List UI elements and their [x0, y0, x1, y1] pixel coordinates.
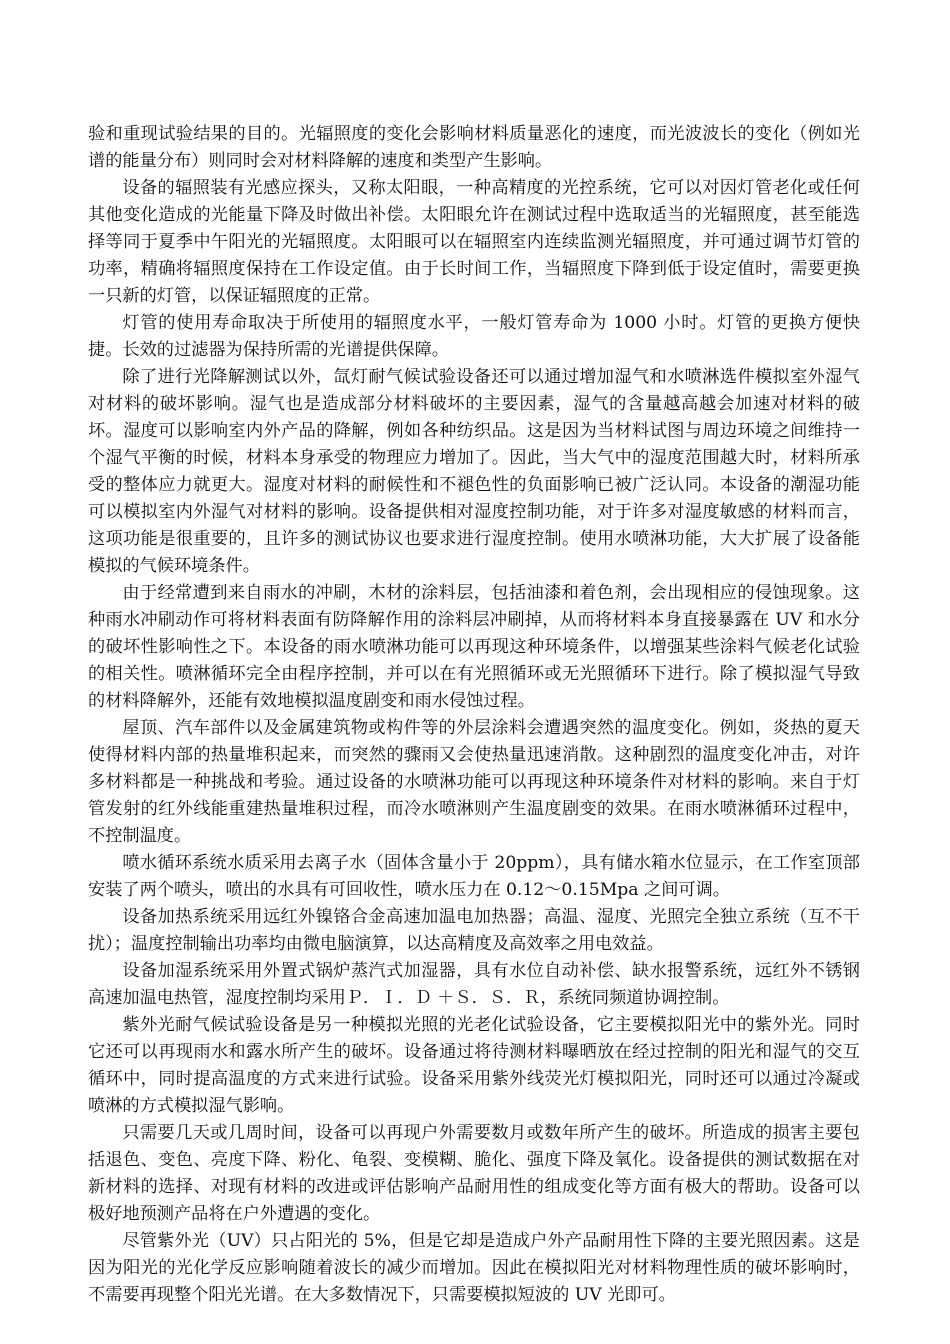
paragraph-8: 设备加热系统采用远红外镍铬合金高速加温电加热器；高温、湿度、光照完全独立系统（互不干扰）；温度控制输出功率均由微电脑演算，以达高精度及高效率之用电效益。 — [88, 907, 860, 954]
paragraph-7: 喷水循环系统水质采用去离子水（固体含量小于 20ppm），具有储水箱水位显示，在工作室顶部安装了两个喷头，喷出的水具有可回收性，喷水压力在 0.12～0.15Mpa 之间可调。 — [88, 853, 860, 900]
paragraph-1: 验和重现试验结果的目的。光辐照度的变化会影响材料质量恶化的速度，而光波波长的变化（例如光谱的能量分布）则同时会对材料降解的速度和类型产生影响。 — [88, 124, 860, 171]
body-text — [88, 121, 860, 1309]
paragraph-9: 设备加湿系统采用外置式锅炉蒸汽式加湿器，具有水位自动补偿、缺水报警系统，远红外不锈钢高速加温电热管，湿度控制均采用Ｐ．Ｉ．Ｄ ＋Ｓ．Ｓ．Ｒ，系统同频道协调控制。 — [88, 961, 860, 1008]
paragraph-12: 尽管紫外光（UV）只占阳光的 5%，但是它却是造成户外产品耐用性下降的主要光照因素。这是因为阳光的光化学反应影响随着波长的减少而增加。因此在模拟阳光对材料物理性质的破坏影响时，不需要再现整个阳光光谱。在大多数情况下，只需要模拟短波的 UV 光即可。 — [88, 1231, 860, 1305]
paragraph-10: 紫外光耐气候试验设备是另一种模拟光照的光老化试验设备，它主要模拟阳光中的紫外光。同时它还可以再现雨水和露水所产生的破坏。设备通过将待测材料曝晒放在经过控制的阳光和湿气的交互循环中，同时提高温度的方式来进行试验。设备采用紫外线荧光灯模拟阳光，同时还可以通过冷凝或喷淋的方式模拟湿气影响。 — [88, 1015, 860, 1116]
paragraph-11: 只需要几天或几周时间，设备可以再现户外需要数月或数年所产生的破坏。所造成的损害主要包括退色、变色、亮度下降、粉化、龟裂、变模糊、脆化、强度下降及氧化。设备提供的测试数据在对新材料的选择、对现有材料的改进或评估影响产品耐用性的组成变化等方面有极大的帮助。设备可以极好地预测产品将在户外遭遇的变化。 — [88, 1123, 860, 1224]
paragraph-6: 屋顶、汽车部件以及金属建筑物或构件等的外层涂料会遭遇突然的温度变化。例如，炎热的夏天使得材料内部的热量堆积起来，而突然的骤雨又会使热量迅速消散。这种剧烈的温度变化冲击，对许多材料都是一种挑战和考验。通过设备的水喷淋功能可以再现这种环境条件对材料的影响。来自于灯管发射的红外线能重建热量堆积过程，而冷水喷淋则产生温度剧变的效果。在雨水喷淋循环过程中，不控制温度。 — [88, 718, 860, 846]
paragraph-2: 设备的辐照装有光感应探头，又称太阳眼，一种高精度的光控系统，它可以对因灯管老化或任何其他变化造成的光能量下降及时做出补偿。太阳眼允许在测试过程中选取适当的光辐照度，甚至能选择等同于夏季中午阳光的光辐照度。太阳眼可以在辐照室内连续监测光辐照度，并可通过调节灯管的功率，精确将辐照度保持在工作设定值。由于长时间工作，当辐照度下降到低于设定值时，需要更换一只新的灯管，以保证辐照度的正常。 — [88, 178, 860, 306]
paragraph-3: 灯管的使用寿命取决于所使用的辐照度水平，一般灯管寿命为 1000 小时。灯管的更换方便快捷。长效的过滤器为保持所需的光谱提供保障。 — [88, 313, 860, 360]
paragraph-5: 由于经常遭到来自雨水的冲刷，木材的涂料层，包括油漆和着色剂，会出现相应的侵蚀现象。这种雨水冲刷动作可将材料表面有防降解作用的涂料层冲刷掉，从而将材料本身直接暴露在 UV 和水分的破坏性影响性之下。本设备的雨水喷淋功能可以再现这种环境条件，以增强某些涂料气候老化试验的相关性。喷淋循环完全由程序控制，并可以在有光照循环或无光照循环下进行。除了模拟湿气导致的材料降解外，还能有效地模拟温度剧变和雨水侵蚀过程。 — [88, 583, 860, 711]
paragraph-4: 除了进行光降解测试以外，氙灯耐气候试验设备还可以通过增加湿气和水喷淋选件模拟室外湿气对材料的破坏影响。湿气也是造成部分材料破坏的主要因素，湿气的含量越高越会加速对材料的破坏。湿度可以影响室内外产品的降解，例如各种纺织品。这是因为当材料试图与周边环境之间维持一个湿气平衡的时候，材料本身承受的物理应力增加了。因此，当大气中的湿度范围越大时，材料所承受的整体应力就更大。湿度对材料的耐候性和不褪色性的负面影响已被广泛认同。本设备的潮湿功能可以模拟室内外湿气对材料的影响。设备提供相对湿度控制功能，对于许多对湿度敏感的材料而言，这项功能是很重要的，且许多的测试协议也要求进行湿度控制。使用水喷淋功能，大大扩展了设备能模拟的气候环境条件。 — [88, 367, 860, 576]
